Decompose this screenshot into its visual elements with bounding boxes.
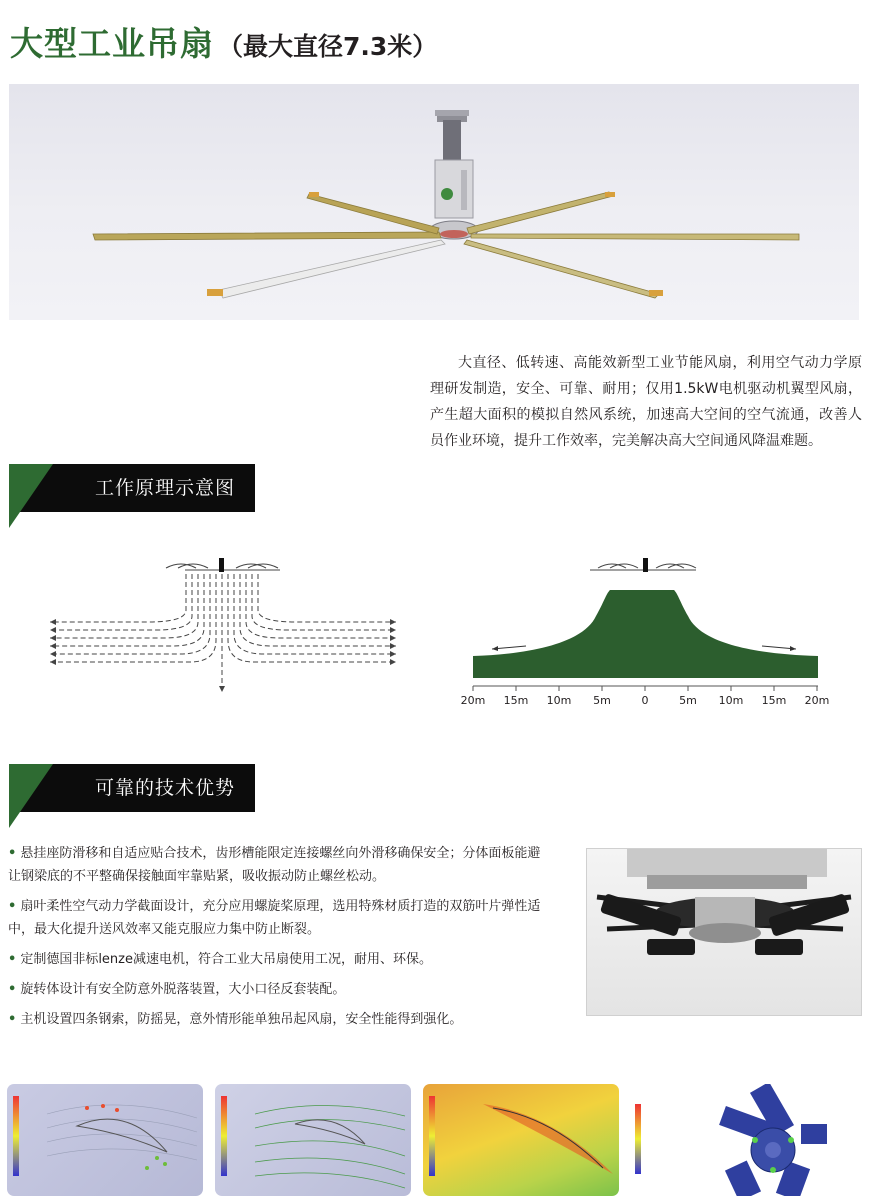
fan-hub-photo [586, 848, 862, 1016]
section-title-advantages: 可靠的技术优势 [95, 777, 236, 799]
axis-tick-label: 10m [546, 694, 572, 707]
bullet-icon: • [8, 952, 17, 967]
cfd-velocity-plot [7, 1084, 203, 1196]
section-header-principle [9, 464, 255, 524]
structural-stress-thumbnail [631, 1084, 827, 1196]
advantages-list [8, 842, 553, 1038]
bullet-icon: • [8, 846, 17, 861]
list-item [8, 895, 553, 941]
list-item-text: 定制德国非标lenze减速电机，符合工业大吊扇使用工况，耐用、环保。 [20, 952, 432, 967]
list-item-text: 悬挂座防滑移和自适应贴合技术，齿形槽能限定连接螺丝向外滑移确保安全；分体面板能避让钢梁底的不平整确保接触面牢靠贴紧，吸收振动防止螺丝松动。 [8, 846, 541, 884]
title-main: 大型工业吊扇 [10, 24, 214, 63]
bullet-icon: • [8, 899, 17, 914]
bullet-icon: • [8, 982, 17, 997]
section-title-principle: 工作原理示意图 [95, 477, 236, 499]
airflow-coverage-diagram [460, 550, 840, 700]
page-title [10, 18, 437, 62]
axis-tick-label: 5m [593, 694, 611, 707]
axis-tick-label: 20m [804, 694, 830, 707]
axis-tick-label: 5m [679, 694, 697, 707]
list-item [8, 1008, 553, 1031]
structural-stress-plot [631, 1084, 827, 1196]
pressure-contour-plot [423, 1084, 619, 1196]
corner-triangle-icon [9, 464, 69, 528]
axis-tick-label: 0 [641, 694, 649, 707]
axis-tick-label: 15m [503, 694, 529, 707]
fan-hub-illustration [587, 849, 861, 1015]
corner-triangle-icon [9, 764, 69, 828]
airflow-lines-diagram [40, 550, 410, 700]
list-item-text: 旋转体设计有安全防意外脱落装置，大小口径反套装配。 [20, 982, 346, 997]
intro-paragraph: 大直径、低转速、高能效新型工业节能风扇，利用空气动力学原理研发制造，安全、可靠、耐用；仅用1.5kW电机驱动机翼型风扇，产生超大面积的模拟自然风系统，加速高大空间的空气流通，改善人员作业环境，提升工作效率，完美解决高大空间通风降温难题。 [430, 355, 862, 449]
list-item-text: 主机设置四条钢索，防摇晃，意外情形能单独吊起风扇，安全性能得到强化。 [20, 1012, 463, 1027]
cfd-streamline-plot [215, 1084, 411, 1196]
list-item [8, 842, 553, 888]
axis-tick-label: 20m [460, 694, 486, 707]
axis-tick-label: 15m [761, 694, 787, 707]
list-item [8, 948, 553, 971]
cfd-velocity-thumbnail [7, 1084, 203, 1196]
fan-hero-image [9, 84, 859, 320]
axis-tick-label: 10m [718, 694, 744, 707]
industrial-fan-illustration [9, 84, 859, 320]
cfd-streamline-thumbnail [215, 1084, 411, 1196]
list-item-text: 扇叶柔性空气动力学截面设计，充分应用螺旋桨原理，选用特殊材质打造的双筋叶片弹性适中，最大化提升送风效率又能克服应力集中防止断裂。 [8, 899, 541, 937]
pressure-contour-thumbnail [423, 1084, 619, 1196]
list-item [8, 978, 553, 1001]
distance-axis-labels [458, 694, 838, 714]
bullet-icon: • [8, 1012, 17, 1027]
section-header-advantages [9, 764, 255, 824]
title-subtitle: （最大直径7.3米） [218, 32, 438, 61]
